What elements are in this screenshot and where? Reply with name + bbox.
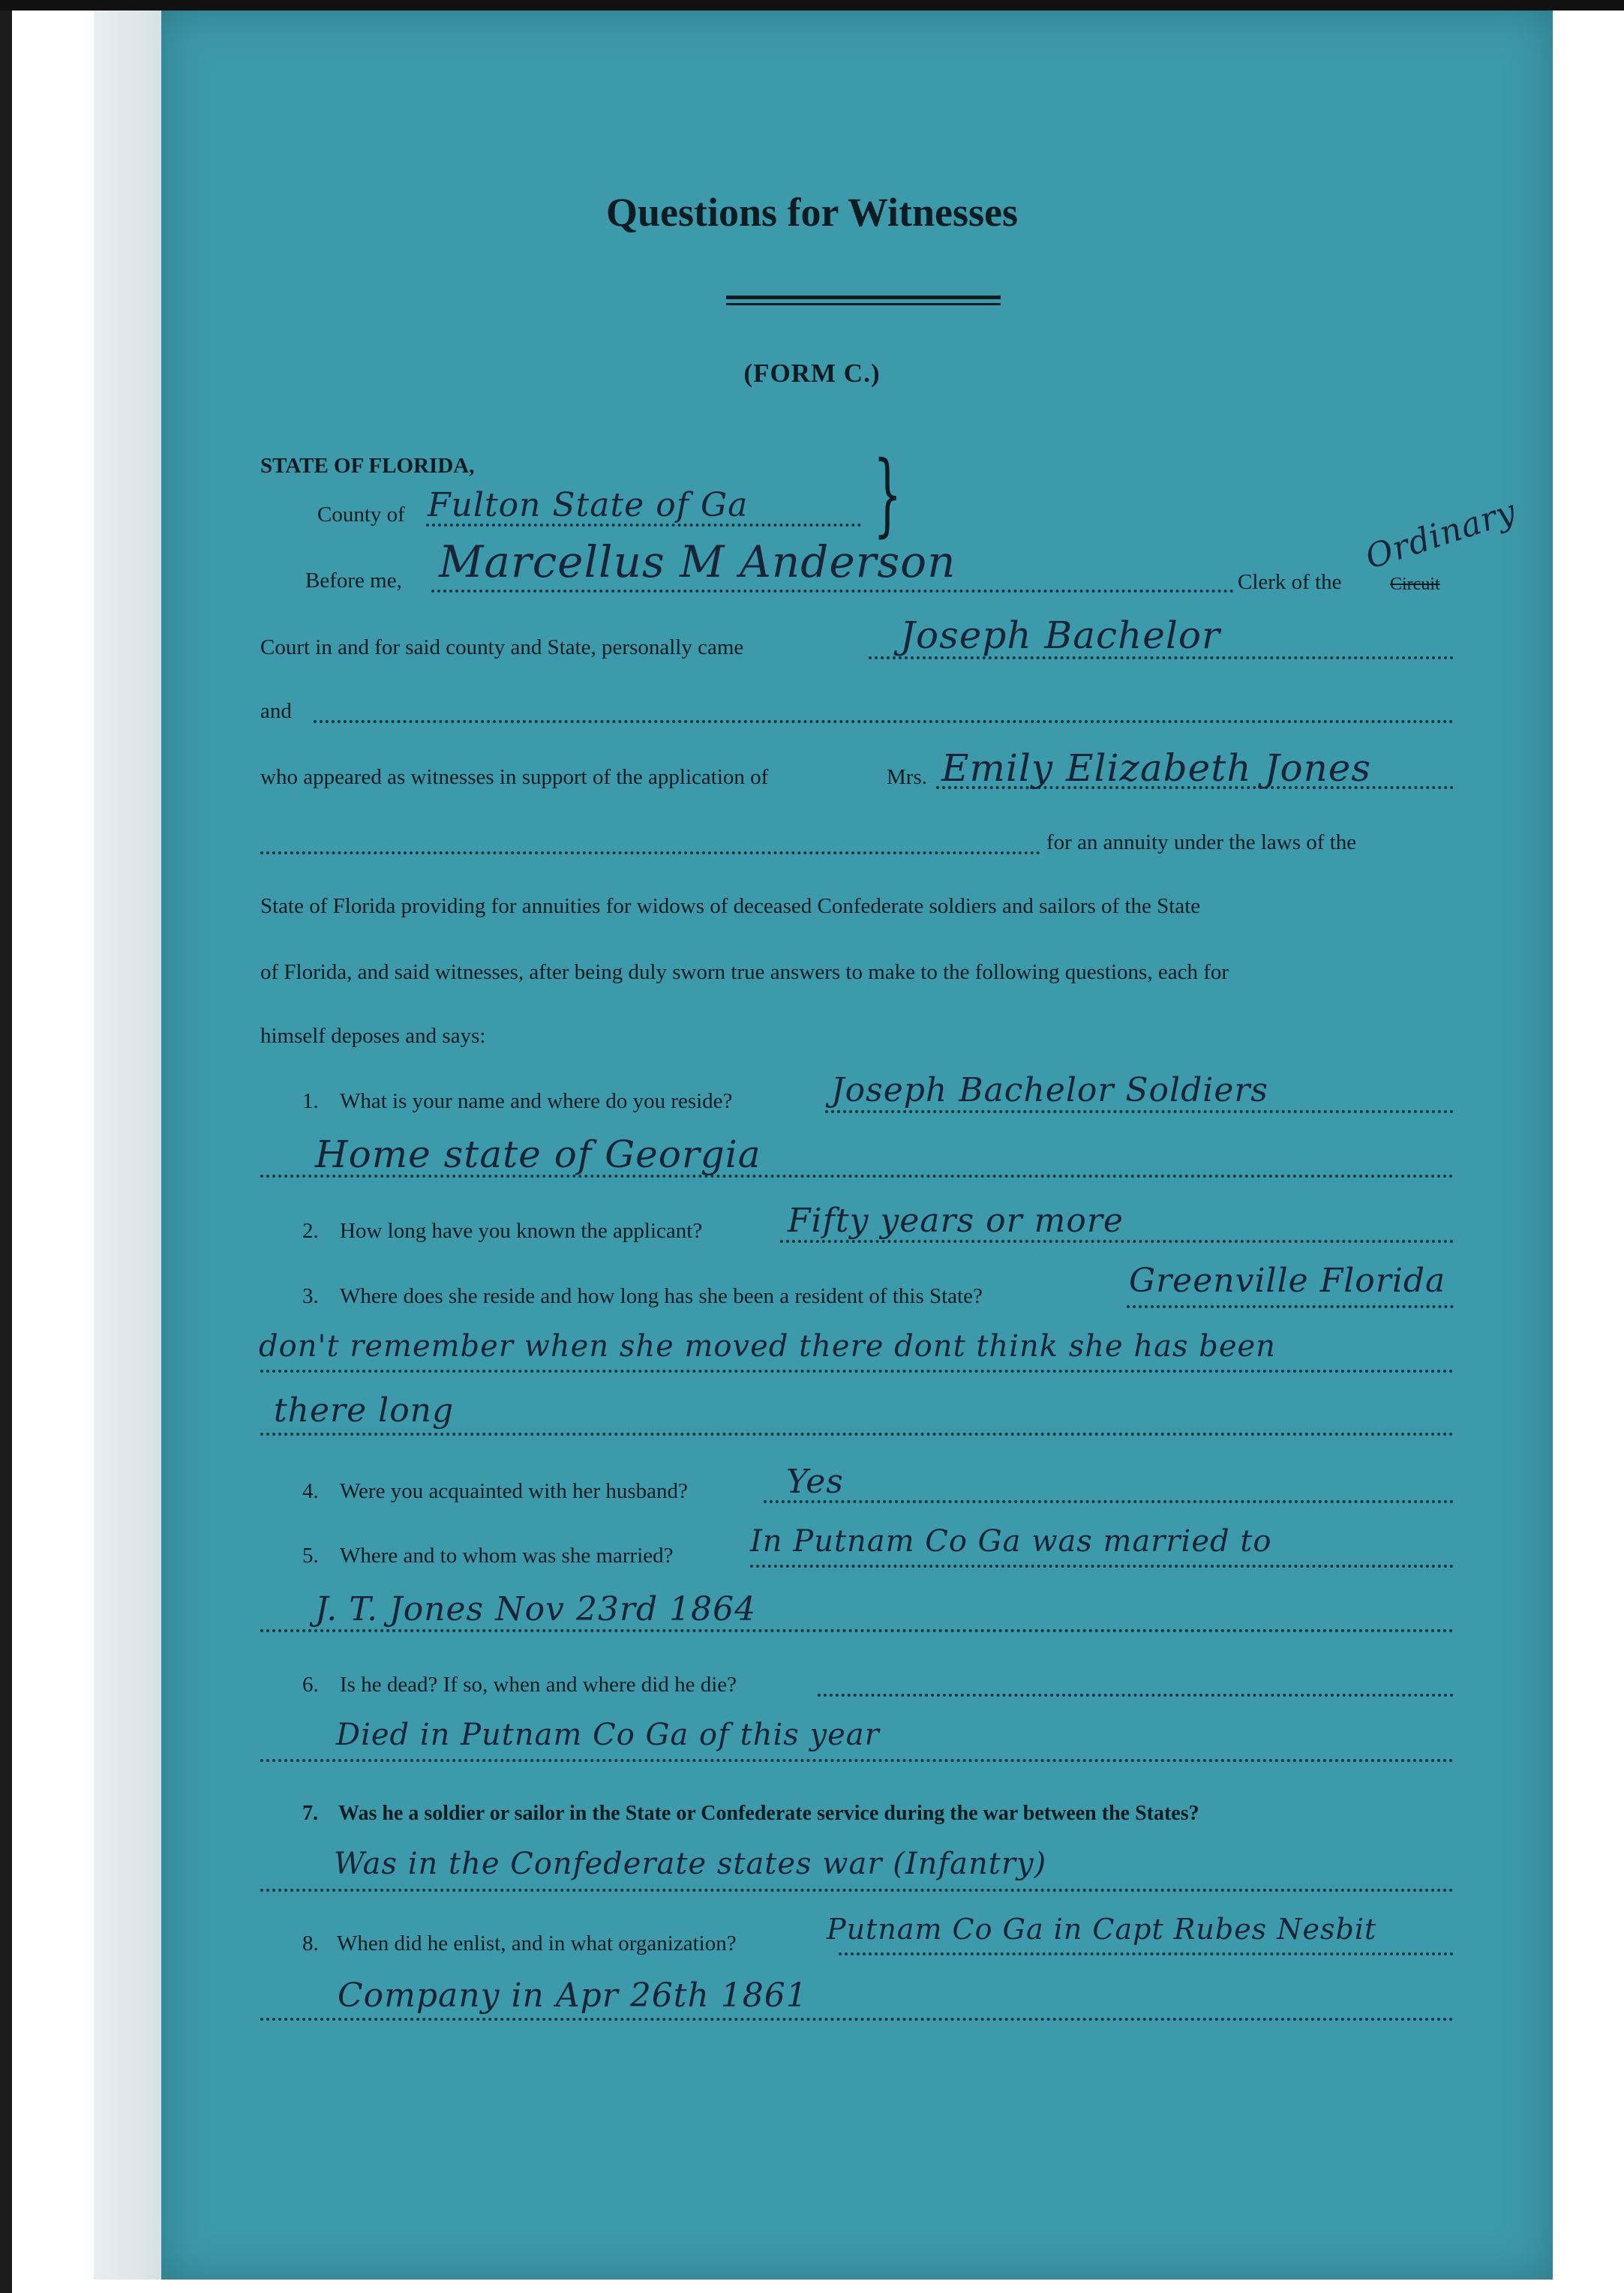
- q8-line-2: [260, 2018, 1454, 2021]
- before-me-line: [431, 590, 1234, 593]
- q1-answer-1: Joseph Bachelor Soldiers: [831, 1071, 1269, 1109]
- applicant-value: Emily Elizabeth Jones: [941, 746, 1372, 790]
- witness1-value: Joseph Bachelor: [900, 614, 1220, 657]
- q5-line-2: [260, 1629, 1454, 1632]
- q1-answer-2: Home state of Georgia: [315, 1133, 761, 1176]
- clerk-label: Clerk of the: [1238, 570, 1342, 594]
- county-label: County of: [317, 503, 405, 527]
- title-rule-bottom: [726, 303, 1001, 305]
- para-line-3: himself deposes and says:: [260, 1024, 486, 1048]
- q5-number: 5.: [302, 1544, 319, 1568]
- before-me-label: Before me,: [305, 569, 402, 593]
- court-label: Court in and for said county and State, personally came: [260, 635, 744, 659]
- clerk-struck: Circuit: [1390, 575, 1440, 594]
- q8-answer-1: Putnam Co Ga in Capt Rubes Nesbit: [827, 1913, 1377, 1946]
- form-title: Questions for Witnesses: [605, 190, 1019, 235]
- q2-text: How long have you known the applicant?: [340, 1219, 703, 1243]
- q5-text: Where and to whom was she married?: [340, 1544, 674, 1568]
- appeared-label: who appeared as witnesses in support of the application of: [260, 765, 769, 789]
- q5-answer-1: In Putnam Co Ga was married to: [750, 1524, 1272, 1559]
- q4-line: [764, 1500, 1454, 1503]
- q6-answer-2: Died in Putnam Co Ga of this year: [336, 1718, 880, 1752]
- q3-line-2: [260, 1370, 1454, 1373]
- applicant-line-2: [260, 851, 1040, 854]
- clerk-correction: Ordinary: [1361, 492, 1521, 577]
- before-me-value: Marcellus M Anderson: [439, 536, 956, 587]
- q8-text: When did he enlist, and in what organization?: [337, 1931, 737, 1955]
- q3-text: Where does she reside and how long has she been a resident of this State?: [340, 1284, 983, 1308]
- q3-line-1: [1127, 1305, 1454, 1308]
- mrs-label: Mrs.: [887, 765, 927, 789]
- scan-top-border: [0, 0, 1624, 11]
- q7-text: Was he a soldier or sailor in the State or Confederate service during the war between the States?: [338, 1802, 1199, 1825]
- q4-text: Were you acquainted with her husband?: [340, 1479, 688, 1503]
- para-line-2: of Florida, and said witnesses, after being duly sworn true answers to make to the following questions, each for: [260, 960, 1229, 984]
- q1-text: What is your name and where do you reside?: [340, 1089, 733, 1113]
- q6-number: 6.: [302, 1673, 319, 1697]
- brace: }: [873, 443, 902, 547]
- scan-left-border: [0, 11, 12, 2293]
- title-rule-top: [726, 296, 1001, 299]
- q7-line-2: [260, 1889, 1454, 1892]
- q5-line-1: [750, 1565, 1454, 1568]
- q7-answer-2: Was in the Confederate states war (Infantry): [334, 1847, 1047, 1881]
- q6-text: Is he dead? If so, when and where did he die?: [340, 1673, 737, 1697]
- q7-number: 7.: [302, 1802, 318, 1825]
- q2-answer-1: Fifty years or more: [788, 1202, 1124, 1240]
- q4-number: 4.: [302, 1479, 319, 1503]
- q6-line-1: [818, 1694, 1454, 1697]
- q8-answer-2: Company in Apr 26th 1861: [338, 1976, 808, 2015]
- q1-number: 1.: [302, 1089, 319, 1113]
- q8-line-1: [839, 1952, 1454, 1955]
- annuity-label: for an annuity under the laws of the: [1046, 830, 1357, 854]
- q3-line-3: [260, 1433, 1454, 1436]
- q6-line-2: [260, 1759, 1454, 1762]
- and-label: and: [260, 699, 292, 723]
- q8-number: 8.: [302, 1931, 319, 1955]
- q2-line: [780, 1240, 1454, 1243]
- and-line: [314, 720, 1454, 723]
- q4-answer-1: Yes: [786, 1463, 844, 1501]
- q5-answer-2: J. T. Jones Nov 23rd 1864: [315, 1590, 757, 1628]
- state-label: STATE OF FLORIDA,: [260, 454, 475, 478]
- form-label: (FORM C.): [743, 359, 881, 388]
- q3-answer-3: there long: [274, 1391, 455, 1430]
- sheet-edge-shadow: [94, 11, 165, 2279]
- q3-number: 3.: [302, 1284, 319, 1308]
- county-value: Fulton State of Ga: [428, 486, 749, 524]
- q3-answer-2: don't remember when she moved there dont think she has been: [259, 1329, 1276, 1364]
- para-line-1: State of Florida providing for annuities for widows of deceased Confederate soldiers and sailors of the State: [260, 894, 1201, 918]
- q1-line-1: [825, 1110, 1454, 1113]
- q2-number: 2.: [302, 1219, 319, 1243]
- q3-answer-1: Greenville Florida: [1129, 1262, 1446, 1300]
